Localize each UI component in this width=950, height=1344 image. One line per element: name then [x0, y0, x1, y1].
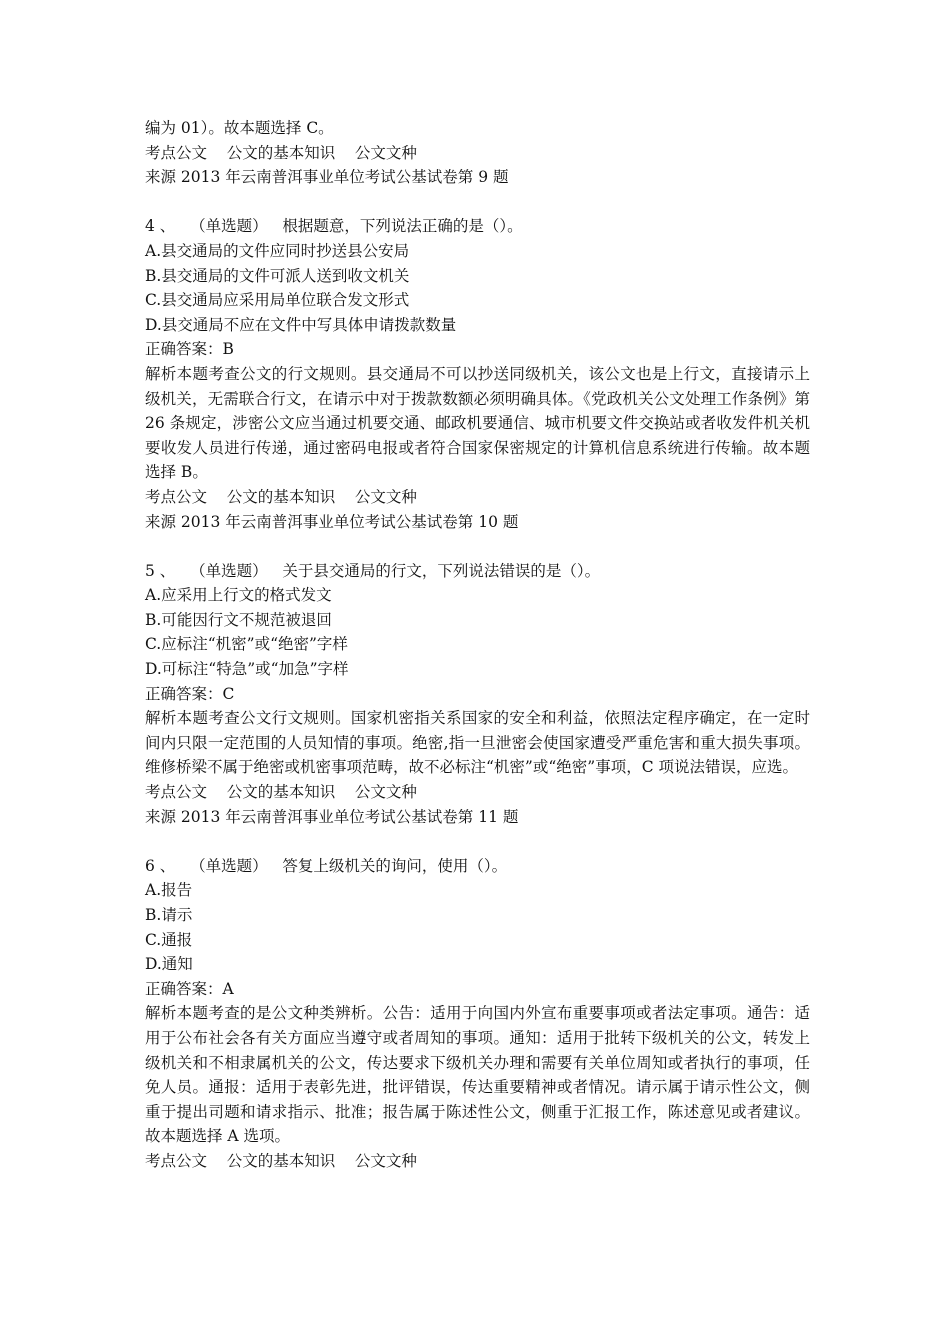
option-a: A.应采用上行文的格式发文 — [145, 586, 332, 605]
question-stem: 6 、 （单选题） 答复上级机关的询问，使用（）。 — [145, 856, 508, 875]
question-analysis-tail: 编为 01）。故本题选择 C。 — [145, 119, 334, 137]
option-d: D.通知 — [145, 955, 193, 974]
option-a: A.报告 — [145, 881, 193, 900]
option-b: B.县交通局的文件可派人送到收文机关 — [145, 266, 410, 285]
option-d: D.可标注“特急”或“加急”字样 — [145, 660, 349, 679]
option-b: B.可能因行文不规范被退回 — [145, 610, 332, 629]
question-stem: 4 、 （单选题） 根据题意，下列说法正确的是（）。 — [145, 217, 523, 236]
option-c: C.应标注“机密”或“绝密”字样 — [145, 635, 348, 654]
document-page — [145, 116, 810, 1174]
question-stem: 5 、 （单选题） 关于县交通局的行文，下列说法错误的是（）。 — [145, 561, 601, 580]
question-kaodian: 考点公文 公文的基本知识 公文文种 — [145, 143, 417, 162]
question-source: 来源 2013 年云南普洱事业单位考试公基试卷第 9 题 — [145, 168, 509, 187]
spacer — [145, 829, 810, 854]
question-source: 来源 2013 年云南普洱事业单位考试公基试卷第 10 题 — [145, 512, 519, 531]
option-a: A.县交通局的文件应同时抄送县公安局 — [145, 241, 410, 260]
option-d: D.县交通局不应在文件中写具体申请拨款数量 — [145, 315, 457, 334]
question-kaodian: 考点公文 公文的基本知识 公文文种 — [145, 1151, 417, 1170]
question-source: 来源 2013 年云南普洱事业单位考试公基试卷第 11 题 — [145, 807, 519, 826]
option-b: B.请示 — [145, 906, 193, 924]
question-analysis: 解析本题考查公文的行文规则。县交通局不可以抄送同级机关，该公文也是上行文，直接请示上级机关，无需联合行文，在请示中对于拨款数额必须明确具体。《党政机关公文处理工作条例》第 26 条规定，涉密公文应当通过机要交通、邮政机要通信、城市机要文件交换站或者收发件机关机要收发人员进行传递，通过密码电报或者符合国家保密规定的计算机信息系统进行传输。故本题选择 B。 — [145, 364, 810, 482]
correct-answer: 正确答案：C — [145, 684, 235, 703]
option-c: C.通报 — [145, 930, 193, 949]
spacer — [145, 190, 810, 215]
spacer — [145, 534, 810, 559]
question-kaodian: 考点公文 公文的基本知识 公文文种 — [145, 783, 417, 802]
correct-answer: 正确答案：A — [145, 979, 234, 998]
question-kaodian: 考点公文 公文的基本知识 公文文种 — [145, 487, 417, 506]
question-analysis: 解析本题考查公文行文规则。国家机密指关系国家的安全和利益，依照法定程序确定，在一定时间内只限一定范围的人员知情的事项。绝密,指一旦泄密会使国家遭受严重危害和重大损失事项。维修桥梁不属于绝密或机密事项范畴，故不必标注“机密”或“绝密”事项，C 项说法错误，应选。 — [145, 709, 810, 777]
question-analysis: 解析本题考查的是公文种类辨析。公告：适用于向国内外宣布重要事项或者法定事项。通告：适用于公布社会各有关方面应当遵守或者周知的事项。通知：适用于批转下级机关的公文，转发上级机关和不相隶属机关的公文，传达要求下级机关办理和需要有关单位周知或者执行的事项，任免人员。通报：适用于表彰先进，批评错误，传达重要精神或者情况。请示属于请示性公文，侧重于提出司题和请求指示、批准；报告属于陈述性公文，侧重于汇报工作，陈述意见或者建议。故本题选择 A 选项。 — [145, 1004, 810, 1146]
option-c: C.县交通局应采用局单位联合发文形式 — [145, 291, 410, 310]
correct-answer: 正确答案：B — [145, 340, 234, 359]
